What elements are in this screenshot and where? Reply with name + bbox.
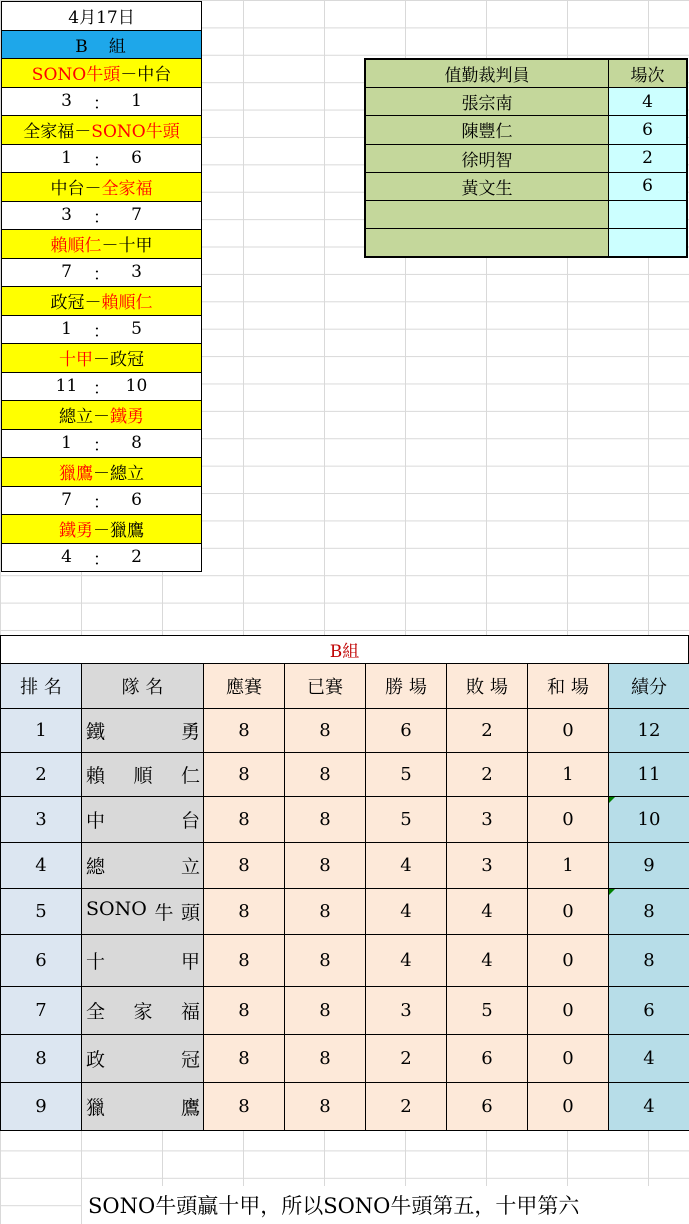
schedule-date[interactable]: 4月17日 xyxy=(1,1,202,31)
comment-indicator-icon xyxy=(609,797,615,803)
team-name-part: 立 xyxy=(180,856,200,878)
score-colon: ： xyxy=(93,93,110,114)
match-row[interactable] xyxy=(1,287,202,316)
match-separator: － xyxy=(93,521,110,542)
referee-count[interactable] xyxy=(609,229,686,256)
home-team: 中台 xyxy=(50,179,85,200)
header-points[interactable]: 績分 xyxy=(609,664,689,709)
away-team: 鐵勇 xyxy=(110,407,144,428)
score-colon: ： xyxy=(93,150,110,171)
played-cell[interactable]: 8 xyxy=(285,843,366,889)
win-cell[interactable]: 6 xyxy=(366,709,447,753)
table-row xyxy=(1,889,689,935)
team-name xyxy=(82,852,203,879)
home-score: 7 xyxy=(61,262,72,283)
points-cell[interactable]: 4 xyxy=(609,1083,689,1131)
table-row xyxy=(1,1083,689,1131)
team-name xyxy=(82,947,203,974)
score-colon: ： xyxy=(93,321,110,342)
rank-cell[interactable]: 9 xyxy=(1,1083,82,1131)
played-cell[interactable]: 8 xyxy=(285,889,366,935)
points-cell[interactable]: 12 xyxy=(609,709,689,753)
games-list xyxy=(1,59,202,572)
referee-row xyxy=(366,173,686,201)
team-cell[interactable] xyxy=(82,987,204,1035)
standings-table xyxy=(0,635,689,1131)
home-team: 獵鷹 xyxy=(59,464,93,485)
draw-cell[interactable]: 1 xyxy=(528,753,609,797)
team-name-part: 總 xyxy=(86,856,106,878)
rank-cell[interactable]: 2 xyxy=(1,753,82,797)
due-cell[interactable]: 8 xyxy=(204,1035,285,1083)
home-score: 4 xyxy=(61,547,72,568)
due-cell[interactable]: 8 xyxy=(204,843,285,889)
match-row[interactable] xyxy=(1,344,202,373)
referee-row xyxy=(366,201,686,229)
points-cell[interactable]: 9 xyxy=(609,843,689,889)
match-separator: － xyxy=(74,122,92,143)
home-team: 政冠 xyxy=(50,293,85,314)
win-cell[interactable]: 4 xyxy=(366,843,447,889)
team-cell[interactable] xyxy=(82,1035,204,1083)
loss-cell[interactable]: 2 xyxy=(447,753,528,797)
table-row xyxy=(1,987,689,1035)
score-row[interactable] xyxy=(1,202,202,231)
loss-cell[interactable]: 4 xyxy=(447,889,528,935)
referee-count[interactable] xyxy=(609,201,686,228)
away-score: 5 xyxy=(131,319,142,340)
team-cell[interactable] xyxy=(82,709,204,753)
referee-header-name[interactable]: 值勤裁判員 xyxy=(366,60,609,87)
team-name-part: 政 xyxy=(86,1049,106,1071)
score-colon: ： xyxy=(93,435,110,456)
match-row[interactable] xyxy=(1,515,202,544)
away-team: 政冠 xyxy=(110,350,144,371)
due-cell[interactable]: 8 xyxy=(204,709,285,753)
team-name-part: 冠 xyxy=(180,1049,200,1071)
score-row[interactable] xyxy=(1,430,202,459)
match-separator: － xyxy=(93,464,110,485)
played-cell[interactable]: 8 xyxy=(285,797,366,843)
team-name xyxy=(82,761,203,788)
win-cell[interactable]: 2 xyxy=(366,1035,447,1083)
team-name-part: 家 xyxy=(133,1001,153,1023)
team-name-part: 福 xyxy=(180,1001,200,1023)
referee-row xyxy=(366,88,686,116)
referee-name[interactable]: 陳豐仁 xyxy=(366,116,609,143)
due-cell[interactable]: 8 xyxy=(204,889,285,935)
loss-cell[interactable]: 3 xyxy=(447,797,528,843)
header-draw[interactable]: 和 場 xyxy=(528,664,609,709)
score-row[interactable] xyxy=(1,487,202,516)
standings-grid xyxy=(0,663,689,1131)
table-row xyxy=(1,935,689,987)
score-colon: ： xyxy=(93,207,110,228)
team-cell[interactable] xyxy=(82,889,204,935)
comment-indicator-icon xyxy=(609,889,615,895)
team-cell[interactable] xyxy=(82,843,204,889)
home-team: 賴順仁 xyxy=(50,236,102,257)
header-team[interactable]: 隊 名 xyxy=(82,664,204,709)
referee-rows xyxy=(366,88,686,256)
team-name xyxy=(82,1093,203,1120)
match-row[interactable] xyxy=(1,458,202,487)
away-team: 總立 xyxy=(110,464,144,485)
score-row[interactable] xyxy=(1,88,202,117)
table-row xyxy=(1,753,689,797)
team-cell[interactable] xyxy=(82,1083,204,1131)
points-cell[interactable]: 10 xyxy=(609,797,689,843)
header-played[interactable]: 已賽 xyxy=(285,664,366,709)
referee-row xyxy=(366,145,686,173)
points-cell[interactable]: 4 xyxy=(609,1035,689,1083)
win-cell[interactable]: 2 xyxy=(366,1083,447,1131)
team-name-part: 仁 xyxy=(180,765,200,787)
played-cell[interactable]: 8 xyxy=(285,1083,366,1131)
loss-cell[interactable]: 5 xyxy=(447,987,528,1035)
standings-header-row xyxy=(1,664,689,709)
team-name xyxy=(82,898,203,925)
due-cell[interactable]: 8 xyxy=(204,1083,285,1131)
team-name-part: 十 xyxy=(86,951,106,973)
away-score: 3 xyxy=(131,262,142,283)
home-score: 3 xyxy=(61,205,72,226)
played-cell[interactable]: 8 xyxy=(285,753,366,797)
played-cell[interactable]: 8 xyxy=(285,935,366,987)
points-cell[interactable]: 8 xyxy=(609,935,689,987)
footnote[interactable]: SONO牛頭贏十甲，所以SONO牛頭第五，十甲第六 xyxy=(82,1186,689,1224)
team-name xyxy=(82,1045,203,1072)
home-score: 11 xyxy=(55,376,78,397)
match-schedule xyxy=(1,1,202,572)
team-name-part: 牛 xyxy=(154,902,174,924)
away-score: 6 xyxy=(131,490,142,511)
draw-cell[interactable]: 0 xyxy=(528,709,609,753)
away-score: 8 xyxy=(131,433,142,454)
score-row[interactable] xyxy=(1,544,202,573)
match-separator: － xyxy=(101,236,119,257)
home-team: 十甲 xyxy=(59,350,93,371)
match-row[interactable] xyxy=(1,173,202,202)
score-row[interactable] xyxy=(1,145,202,174)
away-score: 10 xyxy=(125,376,148,397)
away-team: SONO牛頭 xyxy=(91,122,180,143)
score-row[interactable] xyxy=(1,316,202,345)
away-team: 賴順仁 xyxy=(101,293,153,314)
team-name-part: 中 xyxy=(86,810,106,832)
rank-cell[interactable]: 4 xyxy=(1,843,82,889)
win-cell[interactable]: 3 xyxy=(366,987,447,1035)
home-score: 1 xyxy=(61,319,72,340)
match-row[interactable] xyxy=(1,59,202,88)
away-team: 中台 xyxy=(137,65,172,86)
due-cell[interactable]: 8 xyxy=(204,987,285,1035)
referee-row xyxy=(366,229,686,256)
header-rank[interactable]: 排 名 xyxy=(1,664,82,709)
team-name-part: 頭 xyxy=(180,902,200,924)
loss-cell[interactable]: 4 xyxy=(447,935,528,987)
referee-name[interactable] xyxy=(366,201,609,228)
header-due[interactable]: 應賽 xyxy=(204,664,285,709)
score-row[interactable] xyxy=(1,259,202,288)
home-score: 7 xyxy=(61,490,72,511)
win-cell[interactable]: 4 xyxy=(366,889,447,935)
home-team: SONO牛頭 xyxy=(31,65,121,86)
played-cell[interactable]: 8 xyxy=(285,709,366,753)
due-cell[interactable]: 8 xyxy=(204,935,285,987)
rank-cell[interactable]: 6 xyxy=(1,935,82,987)
referee-count[interactable]: 6 xyxy=(609,116,686,143)
away-score: 6 xyxy=(131,148,142,169)
rank-cell[interactable]: 3 xyxy=(1,797,82,843)
points-cell[interactable]: 8 xyxy=(609,889,689,935)
match-separator: － xyxy=(93,407,110,428)
loss-cell[interactable]: 2 xyxy=(447,709,528,753)
team-name-part: 賴 xyxy=(86,765,106,787)
loss-cell[interactable]: 6 xyxy=(447,1035,528,1083)
home-score: 1 xyxy=(61,148,72,169)
referee-name[interactable] xyxy=(366,229,609,256)
team-name xyxy=(82,717,203,744)
team-name-part: 甲 xyxy=(180,951,200,973)
standings-title[interactable]: B組 xyxy=(0,635,689,663)
draw-cell[interactable]: 0 xyxy=(528,935,609,987)
loss-cell[interactable]: 3 xyxy=(447,843,528,889)
match-separator: － xyxy=(93,350,110,371)
score-colon: ： xyxy=(93,492,110,513)
due-cell[interactable]: 8 xyxy=(204,753,285,797)
match-row[interactable] xyxy=(1,116,202,145)
points-cell[interactable]: 11 xyxy=(609,753,689,797)
score-colon: ： xyxy=(93,264,110,285)
home-team: 總立 xyxy=(59,407,93,428)
home-score: 1 xyxy=(61,433,72,454)
draw-cell[interactable]: 0 xyxy=(528,1035,609,1083)
draw-cell[interactable]: 0 xyxy=(528,987,609,1035)
team-name-part: SONO xyxy=(86,898,147,920)
rank-cell[interactable]: 1 xyxy=(1,709,82,753)
table-row xyxy=(1,1035,689,1083)
referee-table xyxy=(364,58,688,258)
home-team: 鐵勇 xyxy=(59,521,93,542)
away-score: 1 xyxy=(131,91,142,112)
away-team: 獵鷹 xyxy=(110,521,144,542)
referee-count[interactable]: 4 xyxy=(609,88,686,115)
team-name-part: 順 xyxy=(133,765,153,787)
team-name-part: 台 xyxy=(180,810,200,832)
referee-name[interactable]: 黃文生 xyxy=(366,173,609,200)
score-colon: ： xyxy=(93,378,110,399)
win-cell[interactable]: 5 xyxy=(366,753,447,797)
header-loss[interactable]: 敗 場 xyxy=(447,664,528,709)
match-row[interactable] xyxy=(1,401,202,430)
match-separator: － xyxy=(120,65,138,86)
team-cell[interactable] xyxy=(82,753,204,797)
team-name-part: 勇 xyxy=(180,721,200,743)
draw-cell[interactable]: 0 xyxy=(528,1083,609,1131)
schedule-group[interactable]: B 組 xyxy=(1,31,202,60)
points-cell[interactable]: 6 xyxy=(609,987,689,1035)
table-row xyxy=(1,797,689,843)
team-cell[interactable] xyxy=(82,797,204,843)
away-score: 2 xyxy=(131,547,142,568)
played-cell[interactable]: 8 xyxy=(285,1035,366,1083)
due-cell[interactable]: 8 xyxy=(204,797,285,843)
referee-header-count[interactable]: 場次 xyxy=(609,60,686,87)
rank-cell[interactable]: 5 xyxy=(1,889,82,935)
referee-count[interactable]: 2 xyxy=(609,145,686,172)
table-row xyxy=(1,709,689,753)
team-cell[interactable] xyxy=(82,935,204,987)
win-cell[interactable]: 4 xyxy=(366,935,447,987)
match-row[interactable] xyxy=(1,230,202,259)
rank-cell[interactable]: 7 xyxy=(1,987,82,1035)
team-name-part: 鷹 xyxy=(180,1097,200,1119)
team-name-part: 獵 xyxy=(86,1097,106,1119)
played-cell[interactable]: 8 xyxy=(285,987,366,1035)
away-team: 十甲 xyxy=(118,236,153,257)
team-name-part: 鐵 xyxy=(86,721,106,743)
referee-header-row xyxy=(366,60,686,88)
draw-cell[interactable]: 0 xyxy=(528,889,609,935)
win-cell[interactable]: 5 xyxy=(366,797,447,843)
referee-name[interactable]: 徐明智 xyxy=(366,145,609,172)
home-team: 全家福 xyxy=(23,122,75,143)
referee-name[interactable]: 張宗南 xyxy=(366,88,609,115)
match-separator: － xyxy=(84,179,102,200)
match-separator: － xyxy=(84,293,102,314)
home-score: 3 xyxy=(61,91,72,112)
rank-cell[interactable]: 8 xyxy=(1,1035,82,1083)
referee-row xyxy=(366,116,686,144)
loss-cell[interactable]: 6 xyxy=(447,1083,528,1131)
score-row[interactable] xyxy=(1,373,202,402)
table-row xyxy=(1,843,689,889)
draw-cell[interactable]: 1 xyxy=(528,843,609,889)
referee-count[interactable]: 6 xyxy=(609,173,686,200)
draw-cell[interactable]: 0 xyxy=(528,797,609,843)
header-win[interactable]: 勝 場 xyxy=(366,664,447,709)
team-name xyxy=(82,806,203,833)
away-score: 7 xyxy=(131,205,142,226)
team-name xyxy=(82,997,203,1024)
away-team: 全家福 xyxy=(101,179,153,200)
team-name-part: 全 xyxy=(86,1001,106,1023)
score-colon: ： xyxy=(93,549,110,570)
